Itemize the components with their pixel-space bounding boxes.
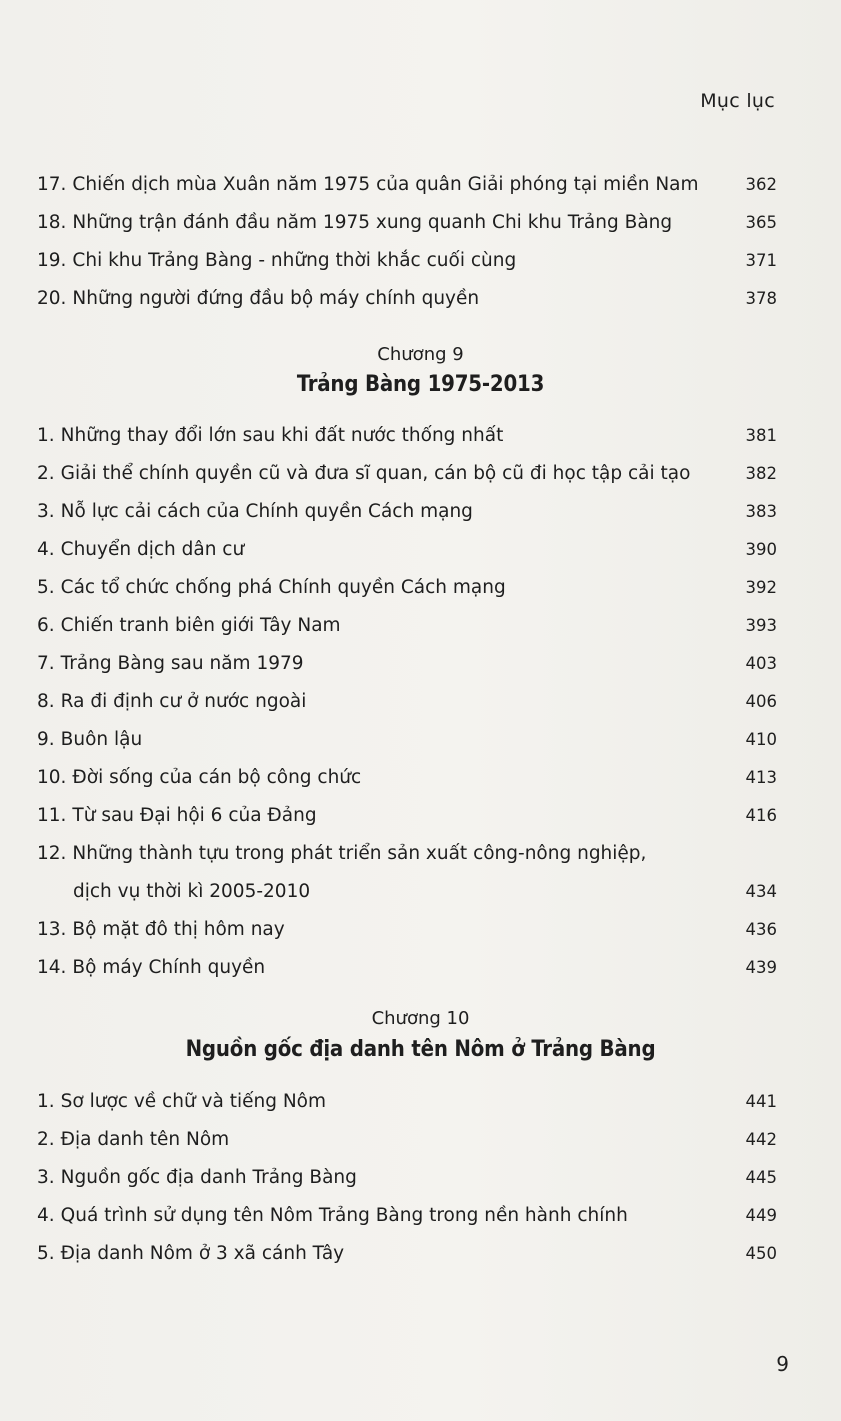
toc-entry (37, 569, 777, 607)
entry-number: 10. (37, 767, 67, 788)
toc-entry (37, 204, 777, 242)
entry-page: 403 (745, 654, 777, 673)
entry-title: Quá trình sử dụng tên Nôm Trảng Bàng trong nền hành chính (60, 1205, 628, 1226)
toc-entry (37, 1083, 777, 1121)
entry-page: 439 (745, 958, 777, 977)
entry-number: 13. (37, 919, 67, 940)
entry-page: 362 (745, 175, 777, 194)
entry-number: 7. (37, 653, 55, 674)
entry-number: 8. (37, 691, 55, 712)
entry-title: Buôn lậu (60, 729, 143, 750)
entry-title: Các tổ chức chống phá Chính quyền Cách mạng (60, 577, 506, 598)
entry-number: 9. (37, 729, 55, 750)
entry-title: dịch vụ thời kì 2005-2010 (73, 881, 311, 902)
entry-page: 450 (745, 1244, 777, 1263)
entry-page: 449 (745, 1206, 777, 1225)
entry-number: 3. (37, 501, 55, 522)
entry-page: 371 (745, 251, 777, 270)
toc-entry (37, 455, 777, 493)
entry-title: Chiến dịch mùa Xuân năm 1975 của quân Giải phóng tại miền Nam (72, 174, 699, 195)
entry-number: 2. (37, 1129, 55, 1150)
entry-title: Những thay đổi lớn sau khi đất nước thống nhất (60, 425, 504, 446)
entry-number: 12. (37, 843, 67, 864)
entry-number: 6. (37, 615, 55, 636)
entry-page: 390 (745, 540, 777, 559)
entry-page: 416 (745, 806, 777, 825)
entry-title: Từ sau Đại hội 6 của Đảng (72, 805, 317, 826)
toc-entry (37, 280, 777, 318)
entry-page: 382 (745, 464, 777, 483)
entry-number: 1. (37, 425, 55, 446)
toc-block-1 (37, 166, 777, 318)
chapter-10-title: Nguồn gốc địa danh tên Nôm ở Trảng Bàng (185, 1037, 656, 1062)
entry-title: Những người đứng đầu bộ máy chính quyền (72, 288, 480, 309)
entry-title: Giải thể chính quyền cũ và đưa sĩ quan, cán bộ cũ đi học tập cải tạo (60, 463, 691, 484)
toc-entry (37, 683, 777, 721)
entry-title: Địa danh Nôm ở 3 xã cánh Tây (60, 1243, 345, 1264)
toc-entry (37, 911, 777, 949)
toc-entry (37, 949, 777, 987)
entry-number: 4. (37, 1205, 55, 1226)
chapter-10-label: Chương 10 (371, 1008, 470, 1029)
entry-number: 18. (37, 212, 67, 233)
entry-title: Bộ mặt đô thị hôm nay (72, 919, 285, 940)
entry-page: 406 (745, 692, 777, 711)
entry-page: 392 (745, 578, 777, 597)
toc-entry-continuation (37, 873, 777, 911)
toc-entry (37, 1159, 777, 1197)
toc-entry (37, 166, 777, 204)
toc-block-chapter-9 (37, 417, 777, 987)
entry-page: 365 (745, 213, 777, 232)
entry-number: 5. (37, 1243, 55, 1264)
entry-page: 434 (745, 882, 777, 901)
toc-entry (37, 1197, 777, 1235)
entry-title: Những thành tựu trong phát triển sản xuất công-nông nghiệp, (72, 843, 647, 864)
toc-entry (37, 1121, 777, 1159)
entry-number: 4. (37, 539, 55, 560)
entry-page: 393 (745, 616, 777, 635)
entry-number: 3. (37, 1167, 55, 1188)
entry-title: Ra đi định cư ở nước ngoài (60, 691, 307, 712)
entry-number: 19. (37, 250, 67, 271)
entry-number: 5. (37, 577, 55, 598)
entry-page: 413 (745, 768, 777, 787)
toc-entry (37, 1235, 777, 1273)
entry-title: Sơ lược về chữ và tiếng Nôm (60, 1091, 327, 1112)
entry-title: Những trận đánh đầu năm 1975 xung quanh Chi khu Trảng Bàng (72, 212, 673, 233)
toc-entry (37, 493, 777, 531)
entry-number: 1. (37, 1091, 55, 1112)
entry-number: 11. (37, 805, 67, 826)
toc-entry (37, 242, 777, 280)
entry-title: Nguồn gốc địa danh Trảng Bàng (60, 1167, 357, 1188)
entry-title: Chiến tranh biên giới Tây Nam (60, 615, 341, 636)
toc-entry (37, 531, 777, 569)
entry-page: 410 (745, 730, 777, 749)
chapter-9-label: Chương 9 (377, 344, 464, 365)
toc-entry (37, 759, 777, 797)
entry-title: Trảng Bàng sau năm 1979 (60, 653, 304, 674)
entry-page: 442 (745, 1130, 777, 1149)
entry-title: Chuyển dịch dân cư (60, 539, 245, 560)
entry-title: Địa danh tên Nôm (60, 1129, 230, 1150)
toc-entry (37, 721, 777, 759)
entry-page: 381 (745, 426, 777, 445)
toc-entry (37, 607, 777, 645)
entry-number: 2. (37, 463, 55, 484)
toc-entry (37, 417, 777, 455)
entry-page: 441 (745, 1092, 777, 1111)
entry-title: Bộ máy Chính quyền (72, 957, 266, 978)
entry-number: 20. (37, 288, 67, 309)
entry-title: Nỗ lực cải cách của Chính quyền Cách mạng (60, 501, 473, 522)
toc-entry (37, 645, 777, 683)
entry-page: 436 (745, 920, 777, 939)
entry-page: 378 (745, 289, 777, 308)
chapter-9-title: Trảng Bàng 1975-2013 (296, 372, 545, 397)
page-number: 9 (776, 1352, 789, 1376)
toc-entry (37, 797, 777, 835)
entry-page: 383 (745, 502, 777, 521)
entry-title: Chi khu Trảng Bàng - những thời khắc cuối cùng (72, 250, 517, 271)
running-head: Mục lục (700, 90, 775, 112)
entry-number: 17. (37, 174, 67, 195)
entry-page: 445 (745, 1168, 777, 1187)
entry-title: Đời sống của cán bộ công chức (72, 767, 362, 788)
toc-entry (37, 835, 777, 873)
entry-number: 14. (37, 957, 67, 978)
toc-block-chapter-10 (37, 1083, 777, 1273)
